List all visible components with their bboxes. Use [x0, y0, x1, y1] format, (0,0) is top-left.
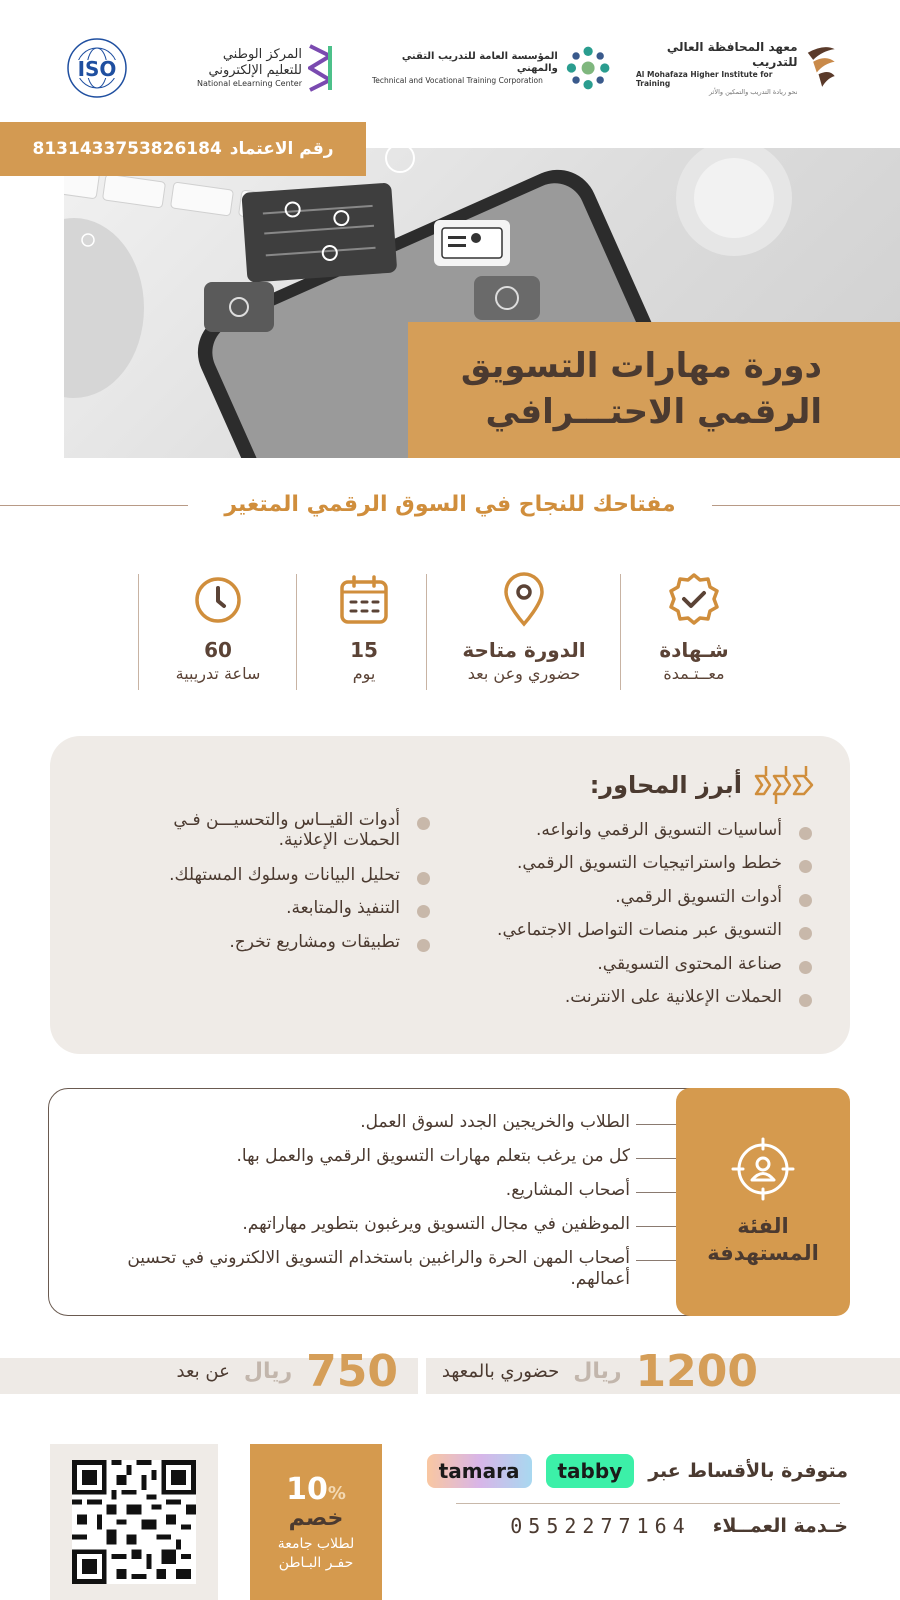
tabby-badge[interactable]: tabby [546, 1454, 635, 1488]
audience-tick [636, 1124, 676, 1125]
tagline: مفتاحك للنجاح في السوق الرقمي المتغير [188, 485, 712, 525]
audience-tick [636, 1158, 676, 1159]
price-inperson-amount: 1200 [635, 1346, 758, 1397]
nelc-name-en: National eLearning Center [197, 79, 302, 89]
stat-hours-value: 60 [204, 638, 232, 662]
discount-word: خصم [288, 1505, 344, 1531]
iso-logo [56, 36, 138, 100]
tvtc-name-en: Technical and Vocational Training Corporation [372, 75, 543, 85]
audience-title-line-2: المستهدفة [707, 1241, 819, 1265]
nelc-name-ar-1: المركز الوطني [222, 46, 302, 62]
nelc-name-ar-2: للتعليم الإلكتروني [208, 63, 302, 78]
list-item: كل من يرغب بتعلم مهارات التسويق الرقمي والعمل بها. [236, 1146, 630, 1166]
list-item: خطط واستراتيجيات التسويق الرقمي. [432, 853, 812, 873]
target-user-icon [731, 1137, 795, 1201]
list-item: تحليل البيانات وسلوك المستهلك. [120, 865, 430, 885]
list-item: أدوات القيــاس والتحسيـــن فـي الحملات الإعلانية. [120, 810, 430, 851]
installments-row [427, 1454, 848, 1488]
course-title-line-1: دورة مهارات التسويق [460, 346, 822, 387]
institute-slogan: نحو ريادة التدريب والتمكين والأثر [708, 88, 798, 97]
list-item: تطبيقات ومشاريع تخرج. [120, 932, 430, 952]
list-item: أدوات التسويق الرقمي. [432, 887, 812, 907]
stat-availability-sub: حضوري وعن بعد [467, 664, 581, 683]
price-inperson-currency: ريال [573, 1359, 622, 1384]
stat-availability [438, 570, 610, 690]
audience-tick [636, 1226, 676, 1227]
discount-percent: 10 [286, 1471, 328, 1507]
clock-icon [192, 574, 244, 626]
course-title-line-2: الرقمي الاحتـــرافي [485, 392, 822, 432]
audience-title-line-1: الفئة [737, 1213, 789, 1238]
stat-hours [138, 570, 298, 690]
institute-logo [636, 36, 836, 100]
stat-certificate-sub: معــتـمدة [663, 664, 725, 683]
list-item: التسويق عبر منصات التواصل الاجتماعي. [432, 920, 812, 940]
tagline-divider-right [700, 505, 900, 506]
nelc-emblem-icon [308, 42, 332, 94]
stat-divider [620, 574, 621, 690]
topics-header [590, 762, 814, 808]
accreditation-bar [0, 122, 366, 176]
stat-days-sub: يوم [352, 664, 376, 683]
qr-code[interactable] [50, 1444, 218, 1600]
topics-title: أبرز المحاور: [589, 771, 742, 799]
audience-tick [636, 1192, 676, 1193]
stat-days-value: 15 [350, 638, 378, 662]
discount-line-1: لطلاب جامعة [277, 1535, 355, 1552]
customer-service-label: خـدمة العمــلاء [712, 1515, 848, 1537]
list-item: أصحاب المهن الحرة والراغبين باستخدام التسويق الالكتروني في تحسين أعمالهم. [127, 1248, 630, 1290]
tvtc-logo [372, 36, 612, 100]
stat-divider [138, 574, 139, 690]
customer-service-phone[interactable]: 0552277164 [510, 1514, 691, 1538]
workflow-icon [754, 762, 814, 808]
tvtc-name-ar: المؤسسة العامة للتدريب التقني والمهني [401, 50, 558, 75]
price-remote-label: عن بعد [176, 1361, 230, 1382]
nelc-logo [186, 36, 332, 100]
tvtc-emblem-icon [564, 42, 612, 94]
list-item: صناعة المحتوى التسويقي. [432, 954, 812, 974]
tamara-badge[interactable]: tamara [427, 1454, 532, 1488]
tagline-row [0, 485, 900, 525]
stat-availability-title: الدورة متاحة [462, 638, 586, 662]
price-inperson-label: حضوري بالمعهد [441, 1361, 560, 1382]
calendar-icon [338, 574, 390, 626]
qr-code-icon [72, 1460, 196, 1584]
stat-hours-sub: ساعة تدريبية [175, 664, 261, 683]
iso-emblem-icon [58, 36, 136, 100]
discount-line-2: حفـر البـاطن [278, 1554, 354, 1571]
bottom-divider [456, 1503, 840, 1504]
topics-list-left [120, 810, 430, 952]
accreditation-label: رقم الاعتماد [229, 139, 334, 159]
installments-label: متوفرة بالأقساط عبر [648, 1460, 848, 1482]
accreditation-number: 8131433753826184 [32, 139, 222, 159]
iso-text: ISO [77, 57, 117, 81]
topics-list-right [432, 820, 812, 1007]
price-remote [177, 1346, 398, 1397]
topics-panel [50, 736, 850, 1054]
institute-name-en: Al Mohafaza Higher Institute for Training [636, 69, 773, 88]
price-remote-currency: ريال [243, 1359, 293, 1384]
customer-service-row [510, 1514, 848, 1538]
list-item: الموظفين في مجال التسويق ويرغبون بتطوير مهاراتهم. [242, 1214, 630, 1234]
audience-label-box [676, 1088, 850, 1316]
discount-box [250, 1444, 382, 1600]
list-item: أساسيات التسويق الرقمي وانواعه. [432, 820, 812, 840]
badge-check-icon [666, 572, 722, 628]
institute-emblem-icon [806, 41, 836, 95]
stat-days [284, 570, 444, 690]
institute-name-ar: معهد المحافظة العالي للتدريب [666, 39, 798, 69]
tagline-divider-left [0, 505, 200, 506]
price-remote-amount: 750 [306, 1346, 398, 1397]
stat-certificate-title: شـهادة [659, 638, 729, 662]
location-pin-icon [500, 572, 548, 628]
stat-certificate [614, 570, 774, 690]
list-item: الحملات الإعلانية على الانترنت. [432, 987, 812, 1007]
list-item: التنفيذ والمتابعة. [120, 898, 430, 918]
list-item: الطلاب والخريجين الجدد لسوق العمل. [360, 1112, 630, 1132]
list-item: أصحاب المشاريع. [505, 1180, 630, 1200]
audience-tick [636, 1260, 676, 1261]
price-inperson [442, 1346, 758, 1397]
course-title-box [408, 322, 900, 458]
discount-percent-sign: % [327, 1482, 346, 1504]
